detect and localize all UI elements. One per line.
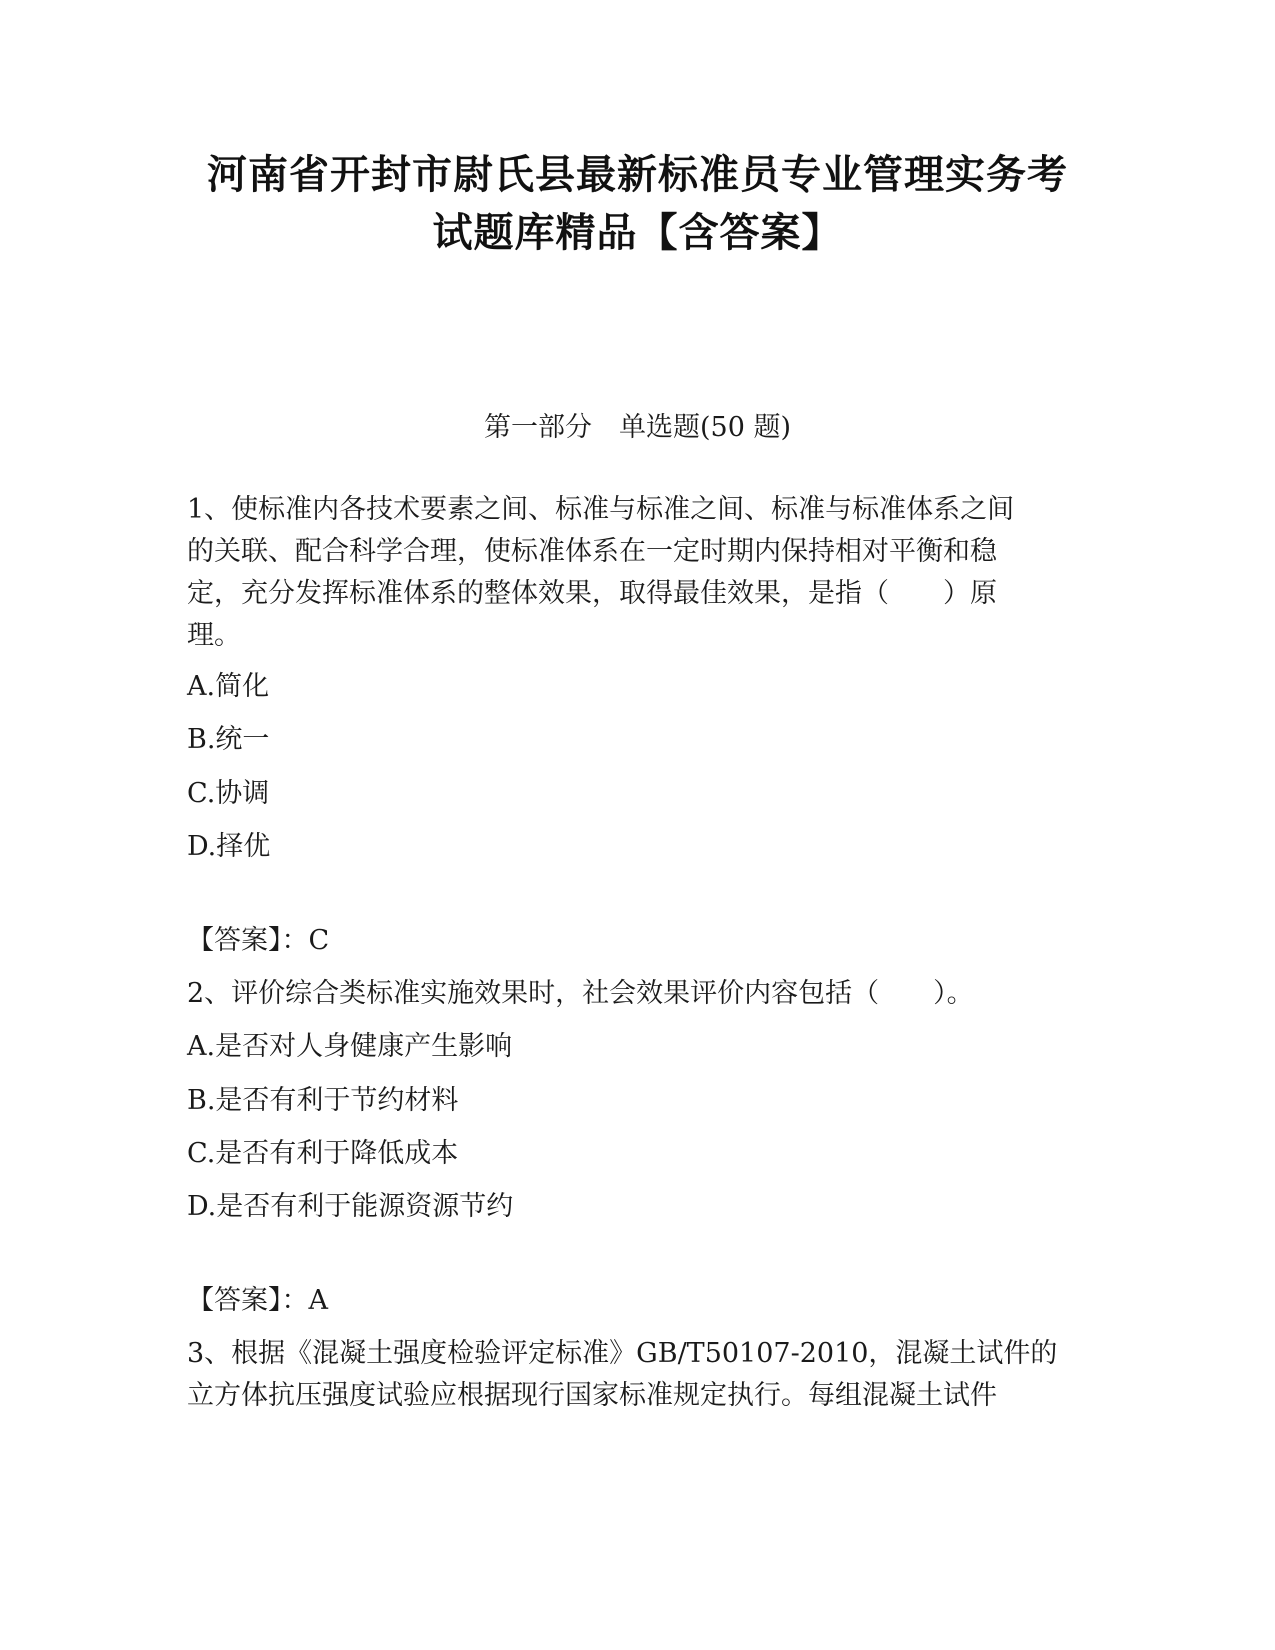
question-2-answer: 【答案】：A — [187, 1285, 328, 1316]
question-stem-line: 1、使标准内各技术要素之间、标准与标准之间、标准与标准体系之间 — [187, 494, 1015, 525]
question-stem-line: 理。 — [187, 620, 241, 651]
question-2-option-c: C.是否有利于降低成本 — [187, 1138, 459, 1169]
title-line-1: 河南省开封市尉氏县最新标准员专业管理实务考 — [207, 152, 1068, 198]
question-1-stem — [187, 489, 1069, 657]
question-2-option-d: D.是否有利于能源资源节约 — [187, 1191, 514, 1222]
question-stem-line: 3、根据《混凝土强度检验评定标准》GB/T50107-2010，混凝土试件的 — [187, 1338, 1058, 1369]
question-stem-line: 立方体抗压强度试验应根据现行国家标准规定执行。每组混凝土试件 — [187, 1380, 997, 1411]
question-3-stem — [187, 1333, 1069, 1417]
question-2-option-b: B.是否有利于节约材料 — [187, 1085, 459, 1116]
title-line-2: 试题库精品【含答案】 — [432, 210, 843, 256]
document-title — [150, 146, 1125, 262]
question-2-option-a: A.是否对人身健康产生影响 — [187, 1031, 513, 1062]
question-1-answer: 【答案】：C — [187, 925, 330, 956]
question-stem-line: 2、评价综合类标准实施效果时，社会效果评价内容包括（ ）。 — [187, 978, 974, 1009]
question-stem-line: 定，充分发挥标准体系的整体效果，取得最佳效果，是指（ ）原 — [187, 578, 997, 609]
question-1-option-d: D.择优 — [187, 831, 271, 862]
question-2-stem — [187, 973, 1069, 1015]
question-1-option-c: C.协调 — [187, 778, 270, 809]
question-1-option-a: A.简化 — [187, 671, 270, 702]
section-heading: 第一部分 单选题(50 题) — [483, 412, 791, 443]
question-1-option-b: B.统一 — [187, 724, 270, 755]
question-stem-line: 的关联、配合科学合理，使标准体系在一定时期内保持相对平衡和稳 — [187, 536, 997, 567]
